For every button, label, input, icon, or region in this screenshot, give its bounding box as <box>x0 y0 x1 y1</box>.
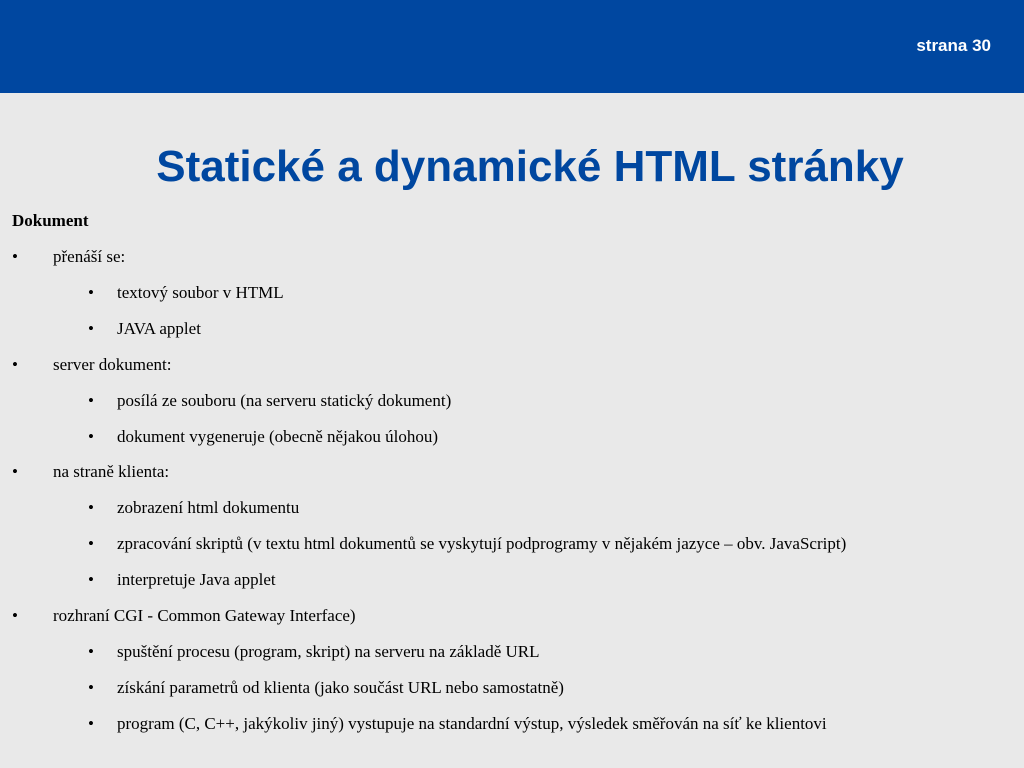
list-item-text: interpretuje Java applet <box>117 570 276 589</box>
list-item-text: spuštění procesu (program, skript) na serveru na základě URL <box>117 642 540 661</box>
bullet-icon: • <box>88 642 94 661</box>
list-item-text: program (C, C++, jakýkoliv jiný) vystupuje na standardní výstup, výsledek směřován na síť ke klientovi <box>117 714 827 733</box>
list-item-text: přenáší se: <box>53 247 126 266</box>
bullet-icon: • <box>88 714 94 733</box>
section-heading: Dokument <box>12 211 89 230</box>
slide-title: Statické a dynamické HTML stránky <box>156 142 904 191</box>
list-item-text: server dokument: <box>53 355 172 374</box>
bullet-icon: • <box>88 570 94 589</box>
bullet-icon: • <box>88 534 94 553</box>
list-item-text: textový soubor v HTML <box>117 283 284 302</box>
bullet-icon: • <box>88 391 94 410</box>
list-item-text: posílá ze souboru (na serveru statický dokument) <box>117 391 452 410</box>
bullet-icon: • <box>88 498 94 517</box>
list-item-text: rozhraní CGI - Common Gateway Interface) <box>53 606 356 625</box>
bullet-icon: • <box>88 283 94 302</box>
list-item-text: na straně klienta: <box>53 462 170 481</box>
page-number: strana 30 <box>916 36 991 55</box>
header-bar <box>0 0 1024 93</box>
bullet-icon: • <box>88 427 94 446</box>
list-item-text: dokument vygeneruje (obecně nějakou úlohou) <box>117 427 439 446</box>
bullet-icon: • <box>88 319 94 338</box>
list-item-text: JAVA applet <box>117 319 201 338</box>
bullet-icon: • <box>88 678 94 697</box>
list-item-text: zobrazení html dokumentu <box>117 498 300 517</box>
bullet-icon: • <box>12 247 18 266</box>
bullet-icon: • <box>12 355 18 374</box>
list-item-text: zpracování skriptů (v textu html dokumentů se vyskytují podprogramy v nějakém jazyce – obv. JavaScript) <box>117 534 847 553</box>
bullet-icon: • <box>12 462 18 481</box>
bullet-icon: • <box>12 606 18 625</box>
list-item-text: získání parametrů od klienta (jako součást URL nebo samostatně) <box>117 678 564 697</box>
